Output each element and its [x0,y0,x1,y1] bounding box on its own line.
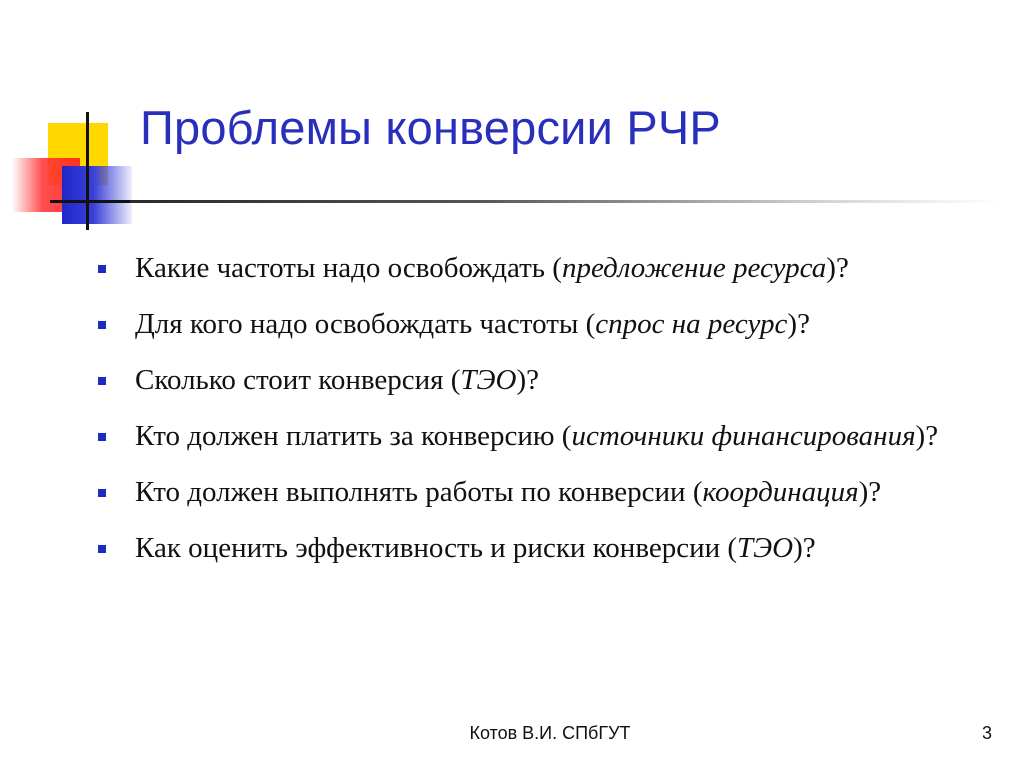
blue-square-decoration [62,166,132,224]
bullet-text-end: )? [915,420,939,452]
bullet-italic-text: спрос на ресурс [595,308,788,340]
footer-author: Котов В.И. СПбГУТ [469,723,631,743]
bullet-italic-text: координация [702,476,859,508]
bullet-text-end: )? [826,252,849,284]
bullet-square-icon [98,321,106,329]
title-underline [130,200,1000,203]
bullet-text-end: )? [787,308,810,340]
slide-title: Проблемы конверсии РЧР [140,101,721,154]
bullet-item [96,360,976,400]
bullet-text: Какие частоты надо освобождать ( [135,252,562,284]
vertical-line-decoration [86,112,89,230]
bullet-square-icon [98,265,106,273]
bullet-text: Кто должен платить за конверсию ( [135,420,572,452]
bullet-italic-text: ТЭО [737,532,794,564]
bullet-italic-text: предложение ресурса [561,252,827,284]
bullet-item [96,416,976,456]
bullet-italic-text: источники финансирования [571,420,916,452]
bullet-item [96,304,976,344]
bullet-item [96,248,976,288]
bullet-italic-text: ТЭО [460,364,517,396]
bullet-item [96,472,976,512]
bullet-text-end: )? [858,476,882,508]
bullet-list [96,248,976,584]
bullet-text: Сколько стоит конверсия ( [135,364,461,396]
bullet-square-icon [98,489,106,497]
bullet-text-end: )? [793,532,816,564]
bullet-text: Для кого надо освобождать частоты ( [135,308,596,340]
horizontal-line-decoration [50,200,140,203]
bullet-text: Как оценить эффективность и риски конверсии ( [135,532,738,564]
bullet-square-icon [98,377,106,385]
bullet-square-icon [98,433,106,441]
bullet-text-end: )? [516,364,540,396]
bullet-item [96,528,976,568]
decorative-logo-block [0,100,140,230]
bullet-text: Кто должен выполнять работы по конверсии ( [135,476,703,508]
bullet-square-icon [98,545,106,553]
page-number: 3 [981,723,992,743]
